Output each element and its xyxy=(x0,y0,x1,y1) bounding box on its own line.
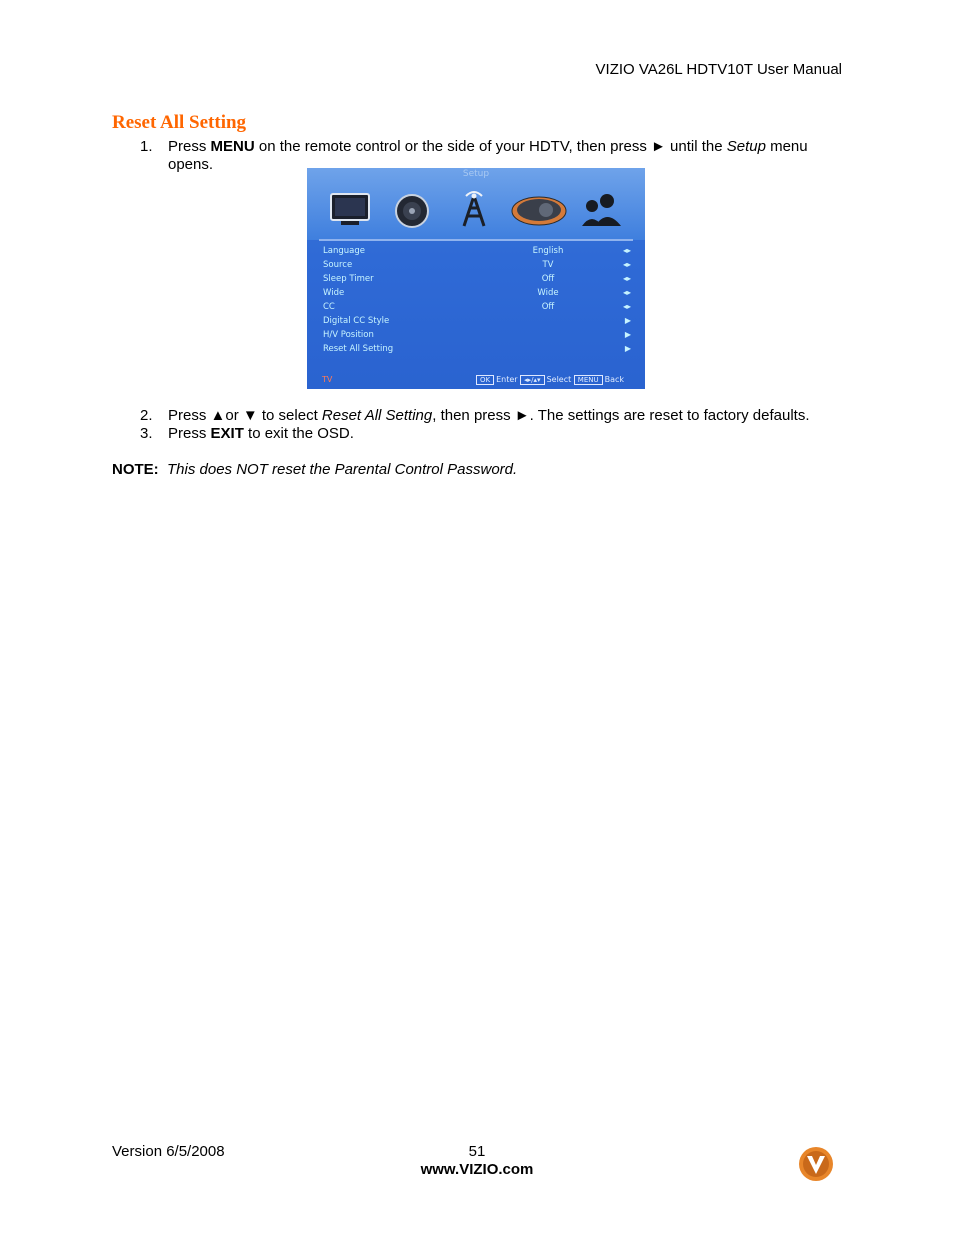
text-run: on the remote control or the side of your HDTV, then press ► until the xyxy=(254,138,727,155)
osd-footer xyxy=(307,375,645,387)
exit-key-label: EXIT xyxy=(210,425,244,442)
menu-key-label: MENU xyxy=(210,138,255,155)
footer-version: Version 6/5/2008 xyxy=(112,1143,225,1160)
osd-row-value: Off xyxy=(541,302,555,312)
left-right-arrow-icon: ◂▸ xyxy=(622,260,631,269)
osd-row-label: H/V Position xyxy=(323,330,374,340)
step-text xyxy=(168,425,842,443)
vizio-logo-icon xyxy=(796,1144,836,1184)
osd-menu-row[interactable] xyxy=(323,330,631,344)
osd-menu-row[interactable] xyxy=(323,316,631,330)
osd-row-label: Reset All Setting xyxy=(323,344,394,354)
speaker-icon xyxy=(389,190,435,230)
right-arrow-icon: ▶ xyxy=(624,316,631,325)
osd-row-label: Language xyxy=(323,246,365,256)
select-hint: Select xyxy=(546,375,572,384)
left-right-arrow-icon: ◂▸ xyxy=(622,274,631,283)
text-run: menu opens. xyxy=(168,138,808,173)
right-arrow-icon: ▶ xyxy=(624,344,631,353)
osd-source-label: TV xyxy=(322,375,333,384)
left-right-arrow-icon: ◂▸ xyxy=(622,288,631,297)
osd-separator xyxy=(319,239,633,241)
osd-row-label: Digital CC Style xyxy=(323,316,390,326)
left-right-arrow-icon: ◂▸ xyxy=(622,246,631,255)
osd-row-label: CC xyxy=(323,302,335,312)
osd-row-value: English xyxy=(532,246,564,256)
note xyxy=(112,461,517,478)
right-arrow-icon: ▶ xyxy=(624,330,631,339)
step-number: 1. xyxy=(140,138,153,155)
osd-row-label: Sleep Timer xyxy=(323,274,374,284)
text-run: Press ▲or ▼ to select xyxy=(168,407,322,424)
osd-menu-row[interactable] xyxy=(323,260,631,274)
enter-hint: Enter xyxy=(496,375,518,384)
footer-url: www.VIZIO.com xyxy=(420,1161,534,1178)
text-run: , then press ►. The settings are reset to factory defaults. xyxy=(432,407,810,424)
osd-menu-row[interactable] xyxy=(323,246,631,260)
footer-page-number: 51 xyxy=(468,1143,486,1160)
antenna-icon xyxy=(451,190,497,230)
step-number: 2. xyxy=(140,407,153,424)
parental-users-icon xyxy=(577,190,623,230)
ok-key-icon: OK xyxy=(476,375,494,385)
osd-title: Setup xyxy=(462,169,490,179)
step-text xyxy=(168,407,894,425)
osd-menu-row[interactable] xyxy=(323,302,631,316)
osd-menu-row[interactable] xyxy=(323,274,631,288)
left-right-arrow-icon: ◂▸ xyxy=(622,302,631,311)
osd-row-label: Source xyxy=(323,260,353,270)
text-run: Press xyxy=(168,425,211,442)
section-title: Reset All Setting xyxy=(112,112,247,133)
osd-menu-row-reset[interactable] xyxy=(323,344,631,358)
text-run: Press xyxy=(168,138,211,155)
back-hint: Back xyxy=(604,375,625,384)
osd-key-hints xyxy=(476,375,624,385)
text-run: to exit the OSD. xyxy=(243,425,354,442)
setup-menu-screenshot xyxy=(307,168,645,389)
setup-gear-icon xyxy=(510,190,568,230)
note-text: This does NOT reset the Parental Control Password. xyxy=(167,461,518,478)
reset-all-setting-label: Reset All Setting xyxy=(321,407,433,424)
nav-key-icon: ◂▸/▴▾ xyxy=(520,375,544,385)
osd-menu-row[interactable] xyxy=(323,288,631,302)
setup-menu-label: Setup xyxy=(726,138,766,155)
tv-icon xyxy=(327,190,373,230)
osd-row-value: Off xyxy=(541,274,555,284)
step-number: 3. xyxy=(140,425,153,442)
note-label: NOTE: xyxy=(112,461,159,478)
osd-row-value: Wide xyxy=(537,288,559,298)
page-header: VIZIO VA26L HDTV10T User Manual xyxy=(595,61,842,78)
menu-key-icon: MENU xyxy=(574,375,603,385)
osd-row-label: Wide xyxy=(323,288,345,298)
osd-row-value: TV xyxy=(542,260,554,270)
